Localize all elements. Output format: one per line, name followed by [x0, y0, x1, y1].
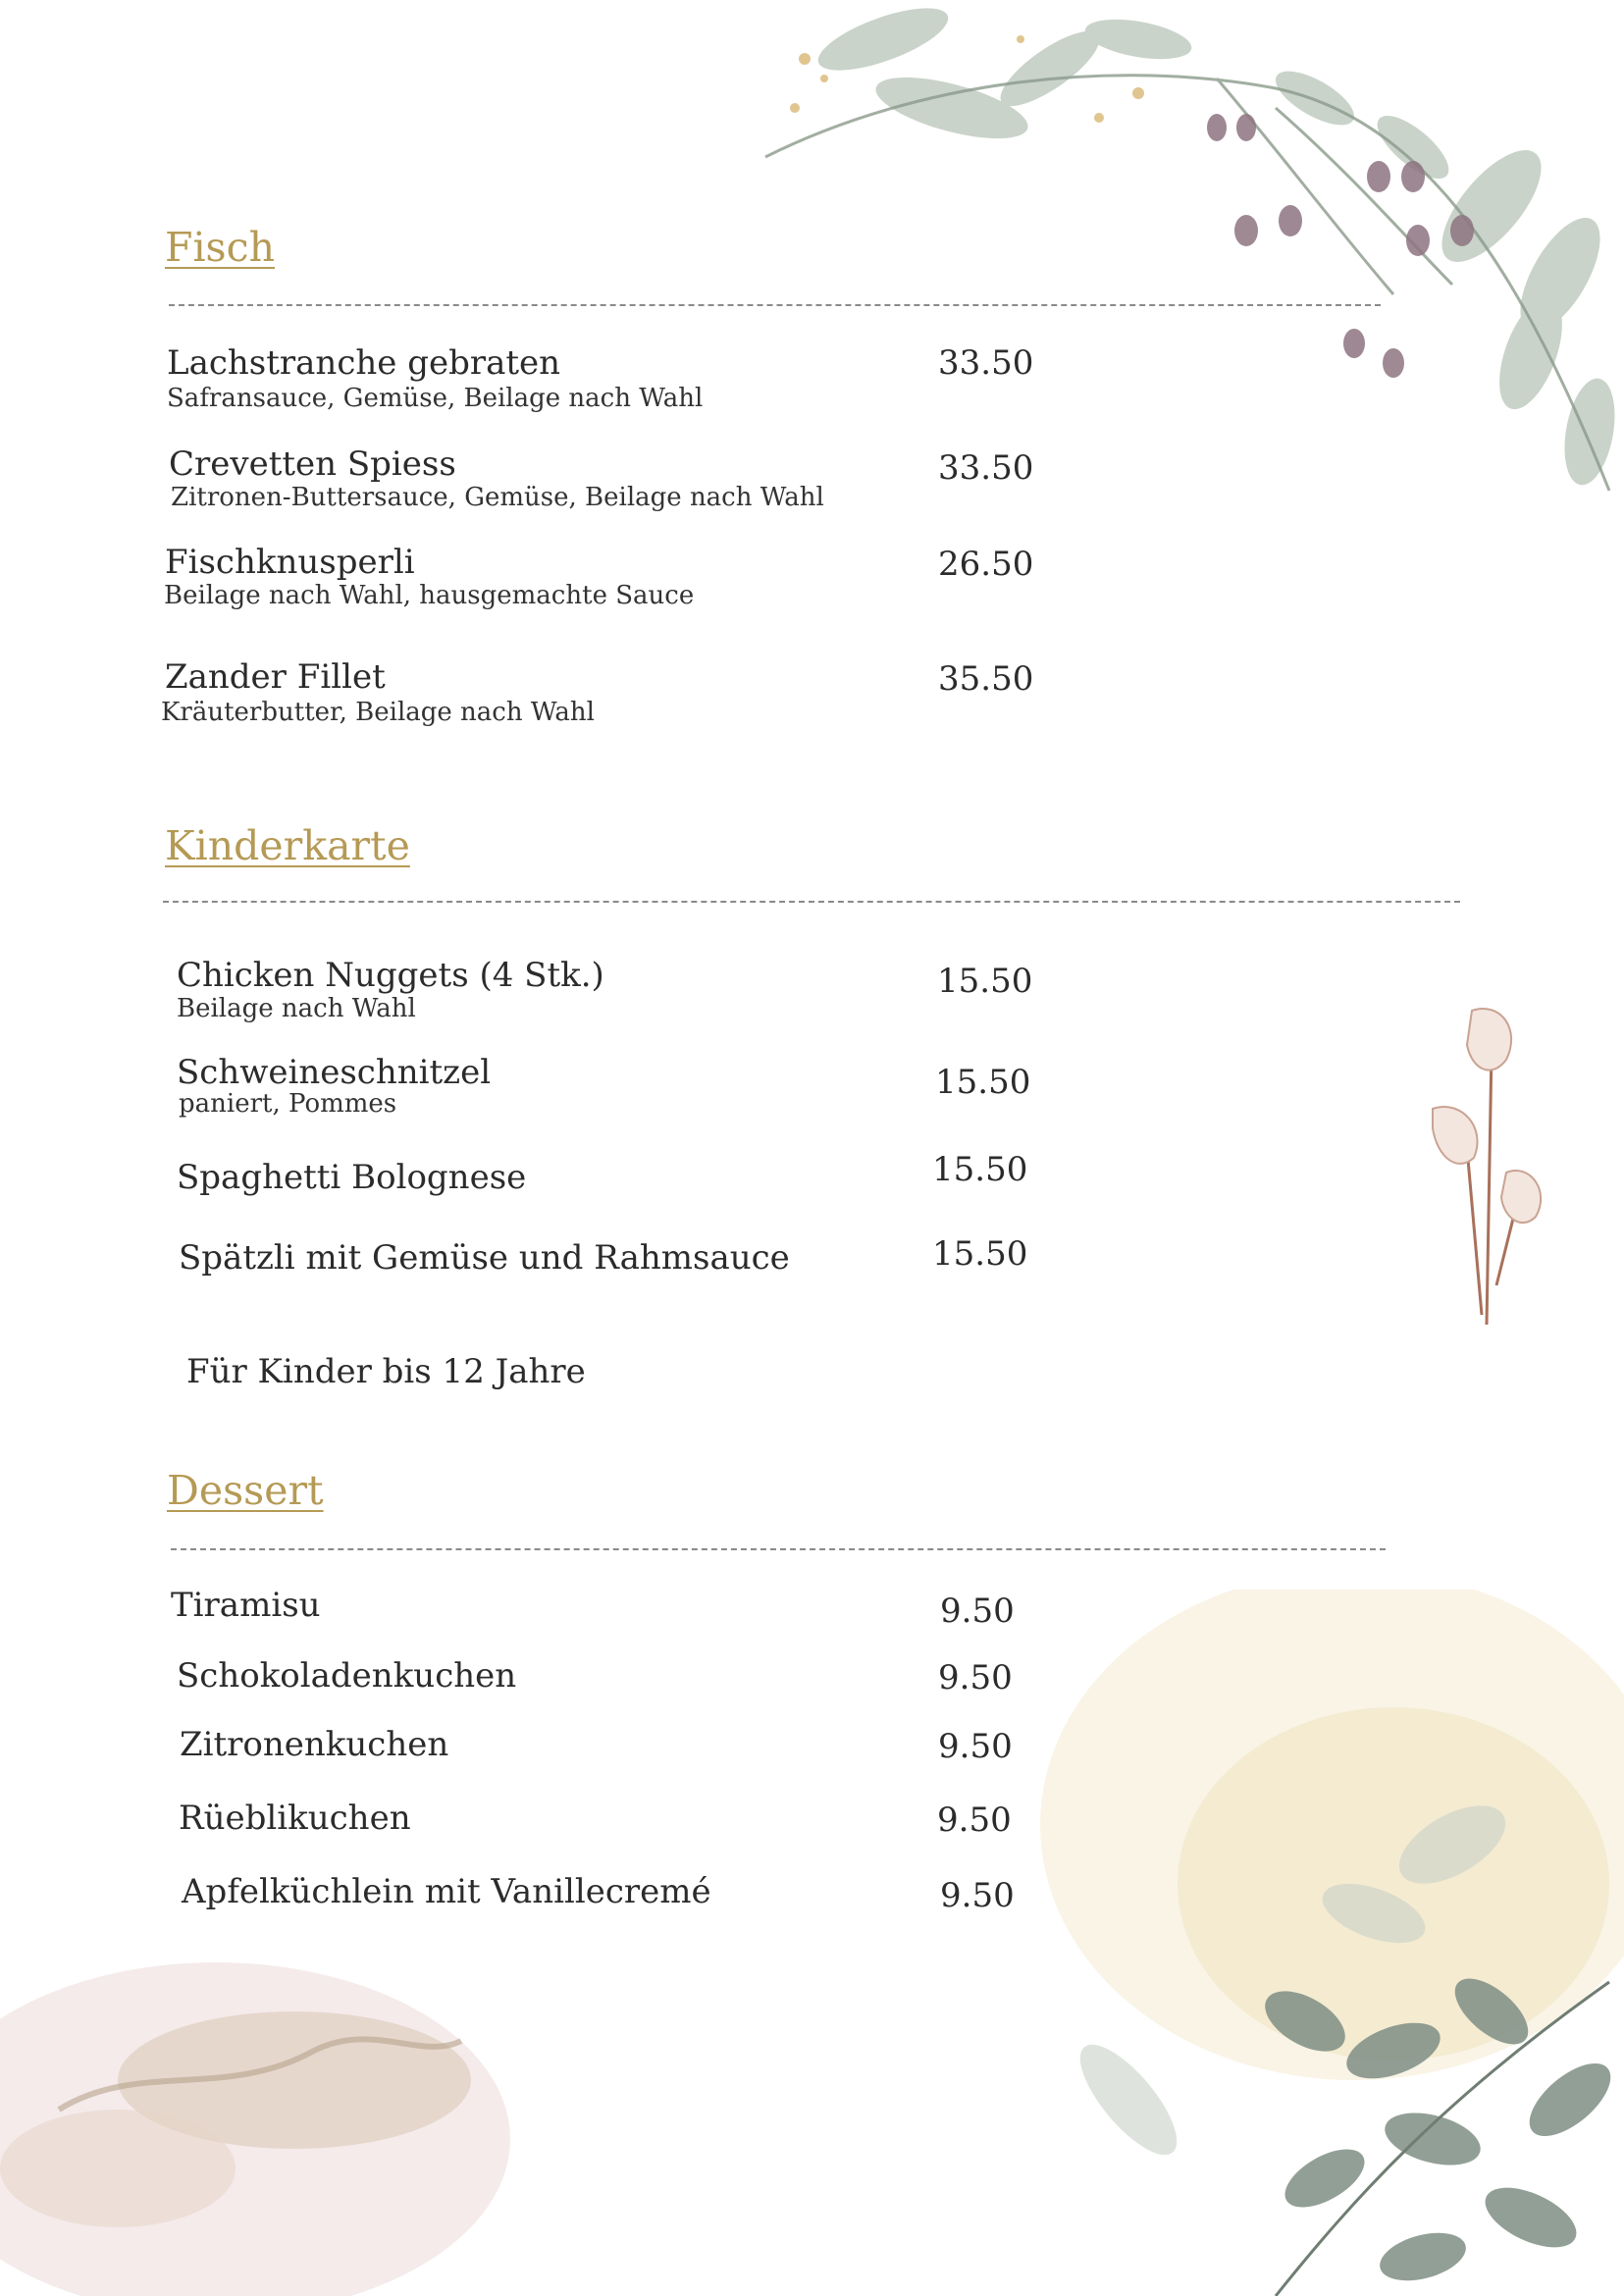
- menu-item-price: 33.50: [938, 343, 1034, 383]
- menu-item-name: Crevetten Spiess: [169, 444, 456, 484]
- menu-item-name: Spaghetti Bolognese: [177, 1158, 527, 1197]
- eucalyptus-branch-decoration: [726, 0, 1624, 510]
- menu-item-price: 9.50: [938, 1658, 1013, 1697]
- menu-item-name: Tiramisu: [171, 1586, 321, 1625]
- section-divider: [169, 304, 1381, 306]
- menu-item-name: Fischknusperli: [165, 543, 415, 582]
- menu-item-name: Apfelküchlein mit Vanillecremé: [182, 1872, 711, 1911]
- menu-item-description: Beilage nach Wahl, hausgemachte Sauce: [164, 581, 695, 610]
- menu-item-price: 35.50: [938, 659, 1034, 699]
- menu-item-name: Spätzli mit Gemüse und Rahmsauce: [179, 1238, 790, 1278]
- calla-flower-decoration: [1413, 991, 1550, 1344]
- section-divider: [171, 1548, 1386, 1550]
- menu-item-price: 15.50: [932, 1234, 1028, 1274]
- menu-item-name: Schokoladenkuchen: [177, 1656, 517, 1696]
- menu-item-description: Beilage nach Wahl: [177, 994, 416, 1023]
- kids-age-note: Für Kinder bis 12 Jahre: [186, 1352, 586, 1391]
- menu-item-description: paniert, Pommes: [179, 1089, 397, 1119]
- menu-item-description: Zitronen-Buttersauce, Gemüse, Beilage nach Wahl: [171, 483, 824, 512]
- menu-item-price: 15.50: [932, 1150, 1028, 1189]
- menu-item-price: 15.50: [935, 1063, 1031, 1102]
- menu-item-name: Zander Fillet: [165, 657, 386, 697]
- section-title-fisch: Fisch: [165, 224, 275, 271]
- section-title-kinderkarte: Kinderkarte: [165, 822, 410, 869]
- menu-item-price: 15.50: [937, 962, 1033, 1001]
- menu-item-price: 9.50: [938, 1727, 1013, 1766]
- menu-item-name: Rüeblikuchen: [179, 1799, 411, 1838]
- menu-item-name: Zitronenkuchen: [180, 1725, 449, 1764]
- section-title-dessert: Dessert: [167, 1467, 324, 1514]
- watercolor-splash-decoration: [0, 1913, 707, 2296]
- menu-item-name: Schweineschnitzel: [177, 1053, 492, 1092]
- section-divider: [163, 901, 1460, 903]
- menu-item-price: 26.50: [938, 545, 1034, 584]
- menu-item-name: Chicken Nuggets (4 Stk.): [177, 956, 604, 995]
- menu-item-description: Safransauce, Gemüse, Beilage nach Wahl: [167, 384, 704, 413]
- menu-item-price: 33.50: [938, 448, 1034, 488]
- menu-item-price: 9.50: [937, 1800, 1012, 1840]
- menu-item-name: Lachstranche gebraten: [167, 343, 561, 383]
- menu-item-description: Kräuterbutter, Beilage nach Wahl: [161, 698, 595, 727]
- menu-item-price: 9.50: [940, 1876, 1015, 1915]
- menu-item-price: 9.50: [940, 1592, 1015, 1631]
- gold-glitter-leaves-decoration: [981, 1590, 1624, 2296]
